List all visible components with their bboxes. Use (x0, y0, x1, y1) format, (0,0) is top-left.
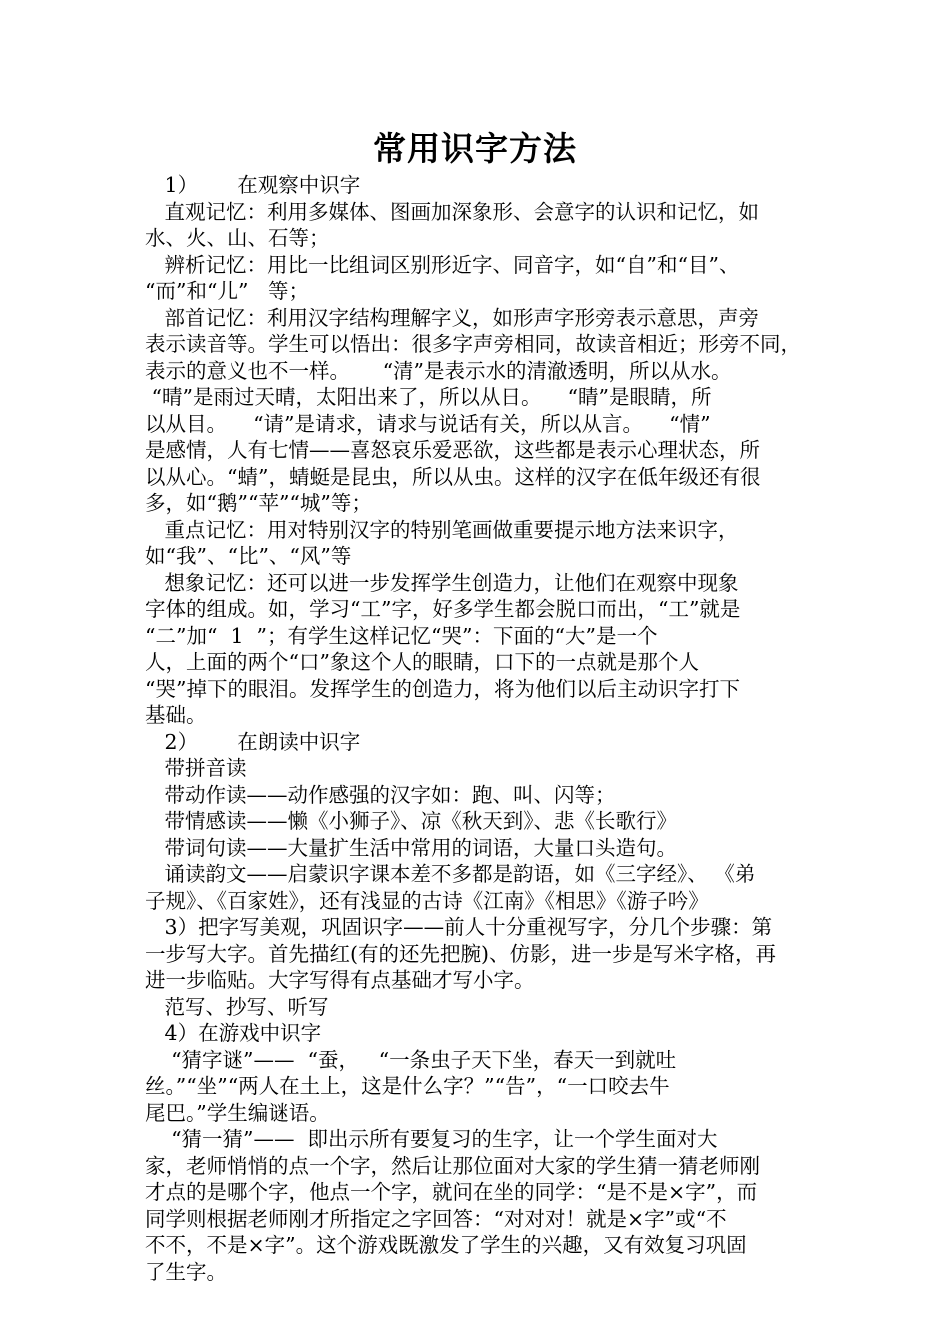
text-line: 4）在游戏中识字 (145, 1021, 322, 1045)
text-line: 直观记忆：利用多媒体、图画加深象形、会意字的认识和记忆，如 (145, 199, 760, 224)
text-line: 重点记忆：用对特别汉字的特别笔画做重要提示地方法来识字， (145, 517, 739, 542)
text-line: 3）把字写美观，巩固识字——前人十分重视写字，分几个步骤：第 (145, 915, 773, 939)
text-line: “猜一猜”—— 即出示所有要复习的生字，让一个学生面对大 (145, 1127, 718, 1151)
text-line: 表示读音等。学生可以悟出：很多字声旁相同，故读音相近；形旁不同， (145, 332, 801, 356)
text-line: “二”加“ 1 ”；有学生这样记忆“哭”：下面的“大”是一个 (145, 623, 658, 648)
text-line: 同学则根据老师刚才所指定之字回答：“对对对！就是×字”或“不 (145, 1206, 727, 1231)
text-line: 1） 在观察中识字 (145, 173, 361, 197)
text-line: 尾巴。”学生编谜语。 (145, 1100, 330, 1125)
text-line: 一步写大字。首先描红(有的还先把腕)、仿影，进一步是写米字格，再 (145, 941, 776, 966)
text-line: 进一步临贴。大字写得有点基础才写小字。 (145, 968, 535, 992)
text-line: 如“我”、“比”、“风”等 (145, 544, 352, 568)
text-line: 才点的是哪个字，他点一个字，就问在坐的同学：“是不是×字”，而 (145, 1180, 758, 1204)
text-line: 以从目。 “请”是请求，请求与说话有关，所以从言。 “情” (145, 411, 711, 436)
text-line: “哭”掉下的眼泪。发挥学生的创造力，将为他们以后主动识字打下 (145, 676, 740, 701)
text-line: 2） 在朗读中识字 (145, 729, 361, 754)
text-line: “而”和“儿” 等； (145, 279, 309, 303)
text-line: 诵读韵文——启蒙识字课本差不多都是韵语，如《三字经》、 《弟 (145, 862, 756, 886)
text-line: 带拼音读 (145, 756, 247, 780)
text-line: 带词句读——大量扩生活中常用的词语，大量口头造句。 (145, 835, 678, 860)
text-line: 是感情，人有七情——喜怒哀乐爱恶欲，这些都是表示心理状态，所 (145, 438, 760, 462)
text-line: 丝。”“坐”“两人在土上，这是什么字？”“告”，“一口咬去牛 (145, 1074, 670, 1098)
text-line: 字体的组成。如，学习“工”字，好多学生都会脱口而出，“工”就是 (145, 597, 741, 621)
text-line: 不不，不是×字”。这个游戏既激发了学生的兴趣，又有效复习巩固 (145, 1233, 747, 1257)
text-line: 想象记忆：还可以进一步发挥学生创造力，让他们在观察中现象 (145, 570, 739, 595)
text-line: “晴”是雨过天晴，太阳出来了，所以从日。 “睛”是眼睛，所 (145, 385, 712, 409)
text-line: 部首记忆：利用汉字结构理解字义，如形声字形旁表示意思，声旁 (145, 305, 760, 330)
document-body (145, 172, 810, 1285)
document-title: 常用识字方法 (373, 129, 577, 168)
text-line: 基础。 (145, 703, 207, 727)
text-line: 子规》、《百家姓》，还有浅显的古诗《江南》《相思》《游子吟》 (145, 888, 709, 913)
text-line: 多，如“鹅”“苹”“城”等； (145, 491, 372, 515)
text-line: 范写、抄写、听写 (145, 994, 329, 1019)
text-line: 以从心。“蜻”，蜻蜓是昆虫，所以从虫。这样的汉字在低年级还有很 (145, 464, 761, 489)
text-line: 人，上面的两个“口”象这个人的眼睛，口下的一点就是那个人 (145, 650, 699, 674)
text-line: “猜字谜”—— “蚕， “一条虫子天下坐，春天一到就吐 (145, 1047, 677, 1072)
text-line: 带情感读——懒《小狮子》、凉《秋天到》、悲《长歌行》 (145, 809, 678, 833)
text-line: 家，老师悄悄的点一个字，然后让那位面对大家的学生猜一猜老师刚 (145, 1153, 760, 1178)
text-line: 带动作读——动作感强的汉字如：跑、叫、闪等； (145, 782, 616, 807)
text-line: 水、火、山、石等； (145, 226, 330, 250)
text-line: 辨析记忆：用比一比组词区别形近字、同音字，如“自”和“目”、 (145, 252, 740, 277)
text-line: 了生字。 (145, 1259, 227, 1284)
text-line: 表示的意义也不一样。 “清”是表示水的清澈透明，所以从水。 (145, 358, 732, 383)
